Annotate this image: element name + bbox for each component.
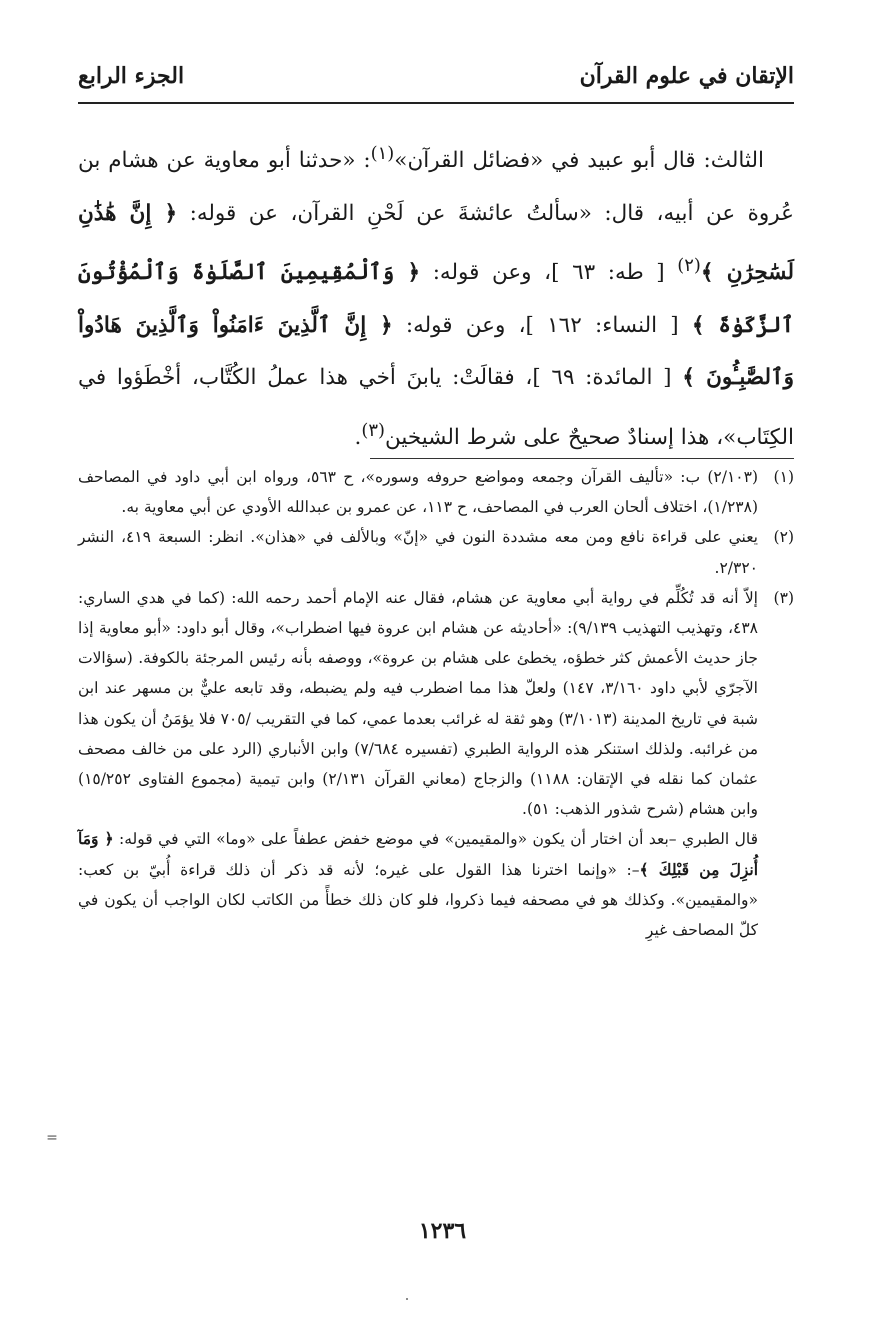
text-run: [ النساء: ١٦٢ ]، وعن قوله: — [392, 312, 692, 338]
footnote-2 — [78, 522, 794, 582]
footnote-ref-3: (٣) — [361, 419, 385, 441]
running-header — [78, 56, 794, 96]
quran-verse: ﴿ إِنَّ ٱلَّذِينَ ءَامَنُواْ وَٱلَّذِينَ هَادُواْ وَٱلصَّٰبِـُٔونَ ﴾ — [78, 312, 794, 391]
speck — [404, 1296, 410, 1302]
footnote-number: (٢) — [773, 528, 794, 547]
header-rule — [78, 102, 794, 104]
text-run: قال الطبري –بعد أن اختار أن يكون «والمقيمين» في موضع خفض عطفاً على «وما» التي في قوله: — [113, 830, 758, 849]
footnote-text: يعني على قراءة نافع ومن معه مشددة النون في «إنّ» وبالألف في «هذان». انظر: السبعة ٤١٩، النشر ٢/٣٢٠. — [78, 528, 758, 577]
footnote-number: (١) — [773, 468, 794, 486]
text-run: . — [354, 424, 362, 450]
footnote-1 — [78, 462, 794, 522]
page-number: ١٢٣٦ — [418, 1218, 467, 1244]
quran-verse: ﴿ وَٱلْمُقِيمِينَ ٱلصَّلَوٰةَ وَٱلْمُؤْتُونَ ٱلزَّكَوٰةَ ﴾ — [78, 260, 794, 338]
main-text — [78, 128, 794, 464]
footnote-ref-1: (١) — [370, 143, 395, 164]
footnote-separator — [370, 458, 794, 459]
footnotes — [78, 462, 794, 945]
text-run: : «حدثنا أبو معاوية عن هشام بن عُروة عن أبيه، قال: «سألتُ عائشةَ عن لَحْنِ القرآن، عن قوله: — [78, 148, 794, 226]
footnote-text: إلاّ أنه قد تُكُلِّم في رواية أبي معاوية عن هشام، فقال عنه الإمام أحمد رحمه الله: (كما في هدي الساري: ٤٣٨، وتهذيب التهذيب ٩/١٣٩): «أحاديثه عن هشام ابن عروة فيها اضطراب»، وقال أبو داود: «أبو معاوية إذا جاز حديث الأعمش كثر خطؤه، يخطئ على هشام بن عروة»، ووصفه بأنه رئيس المرجئة بالكوفة. (سؤالات الآجرّي لأبي داود ٣/١٦٠، ١٤٧) ولعلّ هذا مما اضطرب فيه ولم يضبطه، وقد تابعه عليٌّ بن مسهر عند ابن شبة في تاريخ المدينة (٣/١٠١٣) وهو ثقة له غرائب بعدما عمي، كما في التقريب /٧٠٥ فلا يؤمَنُ أن يكون هذا من غرائبه. ولذلك استنكر هذه الرواية الطبري (تفسيره ٧/٦٨٤) وابن الأنباري (الرد على من خالف مصحف عثمان كما نقله في الإتقان: ١١٨٨) والزجاج (معاني القرآن ٢/١٣١) وابن تيمية (مجموع الفتاوى ١٥/٢٥٢) وابن هشام (شرح شذور الذهب: ٥١). — [78, 588, 759, 819]
quran-verse: ﴿ وَمَآ أُنزِلَ مِن قَبْلِكَ ﴾ — [78, 829, 759, 879]
text-run: الثالث: قال أبو عبيد في «فضائل القرآن» — [394, 148, 764, 174]
text-run: –: «وإنما اخترنا هذا القول على غيره؛ لأنه قد ذكر أن ذلك قراءة أُبيّ بن كعب: «والمقيمين». وكذلك هو في مصحفه فيما ذكروا، فلو كان ذلك خطأً من الكاتب لكان الواجب أن يكون في كلّ المصاحف غيرِ — [78, 860, 758, 940]
volume-label: الجزء الرابع — [78, 63, 185, 89]
book-title: الإتقان في علوم القرآن — [579, 63, 794, 89]
footnote-3 — [78, 583, 794, 945]
text-run: [ طه: ٦٣ ]، وعن قوله: — [420, 260, 678, 286]
footnote-continuation — [78, 824, 758, 945]
quran-verse: ﴿ إِنَّ هَٰذَٰنِ لَسَٰحِرَٰنِ ﴾ — [78, 200, 794, 286]
footnote-ref-2: (٢) — [677, 255, 701, 277]
footnote-text: (٢/١٠٣) ب: «تأليف القرآن وجمعه ومواضع حروفه وسوره»، ح ٥٦٣، ورواه ابن أبي داود في المصاحف (١/٢٣٨)، اختلاف ألحان العرب في المصاحف، ح ١١٣، عن عمرو بن عبدالله الأودي عن أبي معاوية به. — [78, 468, 758, 517]
continuation-mark: = — [46, 1130, 58, 1146]
main-paragraph — [78, 128, 794, 464]
text-run: [ المائدة: ٦٩ ]، فقالَتْ: يابنَ أخي هذا عملُ الكُتَّاب، أخْطَؤوا في الكِتَاب»، هذا إسنادٌ صحيحٌ على شرط الشيخين — [78, 365, 794, 450]
footnote-number: (٣) — [773, 588, 794, 607]
